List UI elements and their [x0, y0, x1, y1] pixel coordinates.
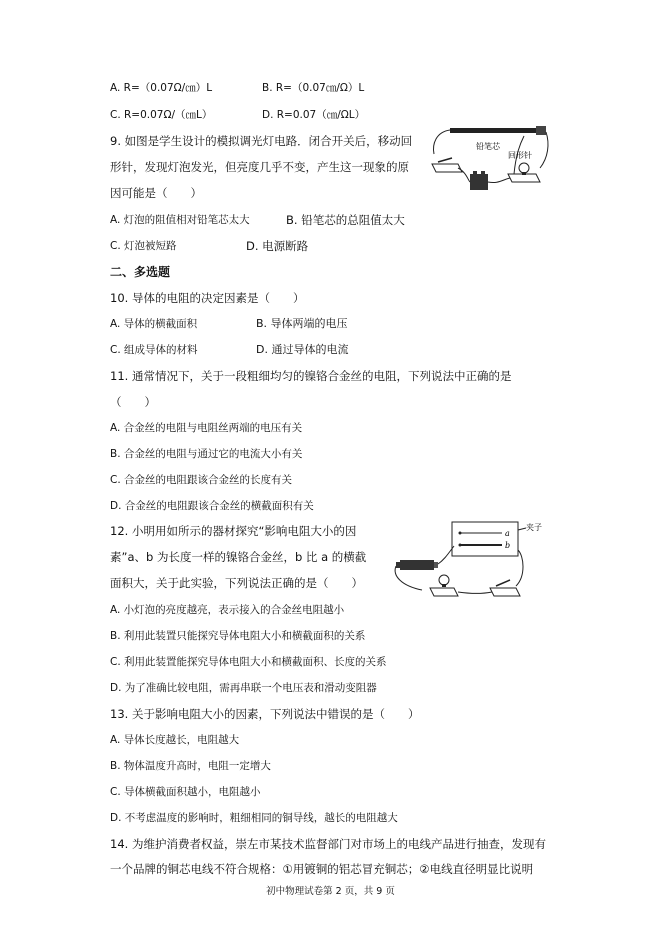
- q10-option-b: B. 导体两端的电压: [256, 317, 348, 330]
- q12-figure-label-a: a: [505, 529, 510, 538]
- q9-stem-line-2: 形针，发现灯泡发光，但亮度几乎不变，产生这一现象的原: [110, 160, 409, 174]
- q9-option-a: A. 灯泡的阻值相对铅笔芯太大: [110, 214, 250, 226]
- q12-stem-line-2: 素”a、b 为长度一样的镍铬合金丝，b 比 a 的横截: [110, 550, 367, 564]
- q13-option-d: D. 不考虑温度的影响时，粗细相同的铜导线，越长的电阻越大: [110, 812, 398, 824]
- q9-stem-line-1: 9. 如图是学生设计的模拟调光灯电路．闭合开关后，移动回: [110, 134, 413, 148]
- q9-circuit-figure: [428, 124, 554, 196]
- q12-stem-line-1: 12. 小明用如所示的器材探究“影响电阻大小的因: [110, 524, 357, 538]
- q12-figure-label-b: b: [505, 541, 511, 550]
- q10-option-a: A. 导体的横截面积: [110, 318, 198, 330]
- q12-option-d: D. 为了准确比较电阻，需再串联一个电压表和滑动变阻器: [110, 682, 377, 694]
- q11-option-d: D. 合金丝的电阻跟该合金丝的横截面积有关: [110, 500, 314, 512]
- q8-option-a: A. R=（0.07Ω/㎝）L: [110, 82, 213, 94]
- q9-stem-line-3: 因可能是（ ）: [110, 186, 202, 200]
- q9-option-d: D. 电源断路: [246, 239, 309, 253]
- q8-option-c: C. R=0.07Ω/（㎝L）: [110, 109, 213, 121]
- q12-circuit-figure: [392, 516, 552, 602]
- q12-figure-label-clip: 夹子: [526, 523, 542, 532]
- q14-stem-line-2: 一个品牌的铜芯电线不符合规格：①用镀铜的铝芯冒充铜芯；②电线直径明显比说明: [110, 862, 534, 876]
- q13-stem: 13. 关于影响电阻大小的因素，下列说法中错误的是（ ）: [110, 707, 420, 721]
- q12-option-b: B. 利用此装置只能探究导体电阻大小和横截面积的关系: [110, 630, 366, 642]
- q12-option-a: A. 小灯泡的亮度越亮，表示接入的合金丝电阻越小: [110, 604, 345, 616]
- q12-stem-line-3: 面积大，关于此实验，下列说法正确的是（ ）: [110, 576, 363, 590]
- q11-stem-line-1: 11. 通常情况下，关于一段粗细均匀的镍铬合金丝的电阻，下列说法中正确的是: [110, 369, 512, 383]
- q9-option-c: C. 灯泡被短路: [110, 240, 177, 252]
- q13-option-b: B. 物体温度升高时，电阻一定增大: [110, 760, 271, 772]
- q13-option-a: A. 导体长度越长，电阻越大: [110, 734, 240, 746]
- q14-stem-line-1: 14. 为维护消费者权益，崇左市某技术监督部门对市场上的电线产品进行抽查，发现有: [110, 837, 546, 851]
- q8-option-b: B. R=（0.07㎝/Ω）L: [262, 82, 365, 94]
- q10-option-d: D. 通过导体的电流: [256, 343, 349, 356]
- q13-option-c: C. 导体横截面积越小，电阻越小: [110, 786, 261, 798]
- q11-option-a: A. 合金丝的电阻与电阻丝两端的电压有关: [110, 422, 303, 434]
- q10-stem: 10. 导体的电阻的决定因素是（ ）: [110, 291, 305, 305]
- q9-figure-label-pencil: 铅笔芯: [476, 142, 500, 151]
- page-footer: 初中物理试卷第 2 页，共 9 页: [266, 886, 395, 897]
- q9-option-b: B. 铅笔芯的总阻值太大: [286, 213, 405, 227]
- q11-stem-line-2: （ ）: [110, 395, 156, 409]
- q11-option-c: C. 合金丝的电阻跟该合金丝的长度有关: [110, 474, 293, 486]
- q11-option-b: B. 合金丝的电阻与通过它的电流大小有关: [110, 448, 303, 460]
- q9-figure-label-clip: 回形针: [508, 151, 532, 160]
- q10-option-c: C. 组成导体的材料: [110, 344, 198, 356]
- section-title-multiple-choice: 二、多选题: [110, 265, 171, 279]
- q8-option-d: D. R=0.07（㎝/ΩL）: [262, 109, 366, 121]
- q12-option-c: C. 利用此装置能探究导体电阻大小和横截面积、长度的关系: [110, 656, 387, 668]
